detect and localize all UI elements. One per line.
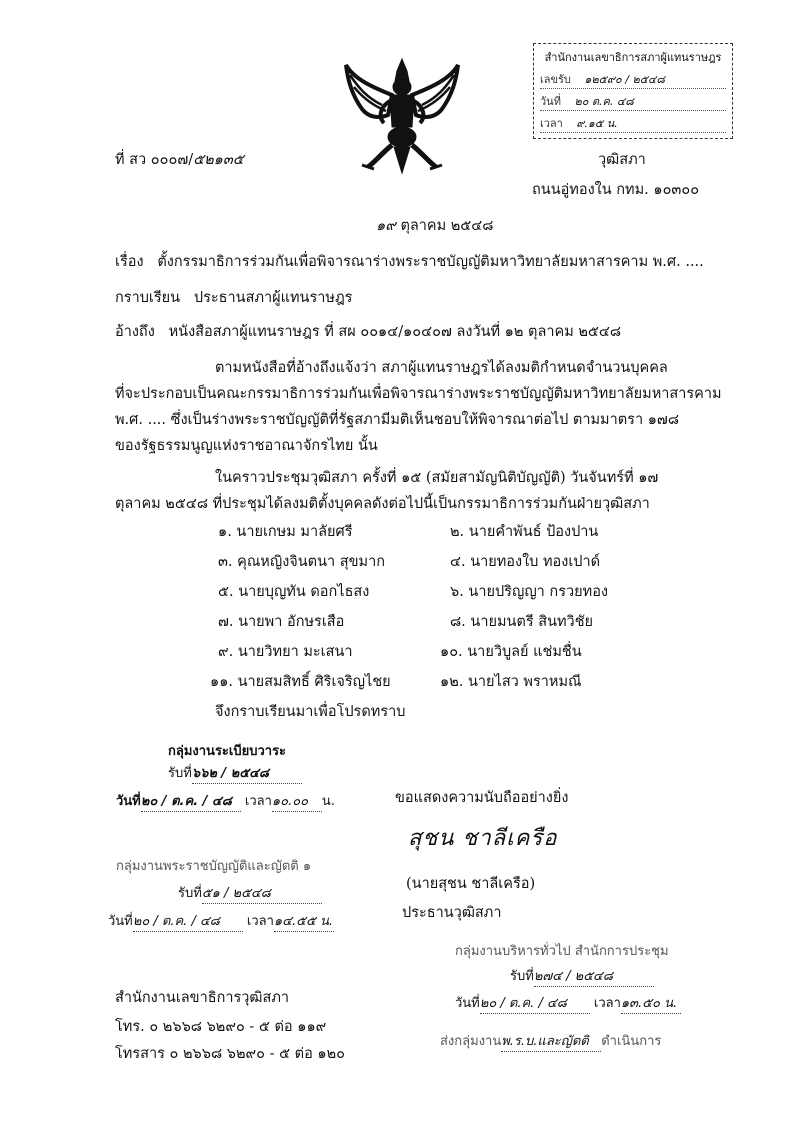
- list-item: ๖. นายปริญญา กรวยทอง: [450, 584, 608, 600]
- admin-stamp-recv-label: รับที่: [510, 969, 534, 984]
- signature-handwritten: สุชน ชาลีเครือ: [408, 826, 558, 851]
- sender-name: วุฒิสภา: [598, 152, 646, 168]
- signer-name: (นายสุชน ชาลีเครือ): [406, 876, 536, 892]
- receipt-stamp-date-label: วันที่: [540, 95, 561, 108]
- admin-stamp-recv: [510, 965, 654, 987]
- reference-label: อ้างถึง: [115, 324, 155, 340]
- receipt-stamp-date-value: ๒๐ ต.ค. ๔๘: [574, 95, 634, 108]
- subject-text: ตั้งกรรมาธิการร่วมกันเพื่อพิจารณาร่างพระราชบัญญัติมหาวิทยาลัยมหาสารคาม พ.ศ. ....: [157, 254, 704, 270]
- sender-address: ถนนอู่ทองใน กทม. ๑๐๓๐๐: [532, 182, 700, 198]
- list-item: ๑๑. นายสมสิทธิ์ ศิริเจริญไชย: [210, 674, 391, 690]
- legislation-stamp-recv-value: ๕๑ / ๒๕๔๘: [202, 882, 322, 904]
- addressee-label: กราบเรียน: [115, 290, 181, 306]
- legislation-stamp-datetime: [108, 910, 334, 932]
- registry-stamp-datetime: [116, 790, 335, 812]
- addressee-text: ประธานสภาผู้แทนราษฎร: [193, 290, 353, 306]
- paragraph-1-line-2: ที่จะประกอบเป็นคณะกรรมาธิการร่วมกันเพื่อพิจารณาร่างพระราชบัญญัติมหาวิทยาลัยมหาสารคาม: [115, 386, 722, 402]
- registry-stamp-time-value: ๑๐.๐๐: [272, 790, 322, 812]
- paragraph-1-line-1: ตามหนังสือที่อ้างถึงแจ้งว่า สภาผู้แทนราษฎรได้ลงมติกำหนดจำนวนบุคคล: [215, 360, 668, 376]
- closing-line: จึงกราบเรียนมาเพื่อโปรดทราบ: [215, 704, 406, 720]
- list-item: ๕. นายบุญทัน ดอกไธสง: [218, 584, 370, 600]
- paragraph-1-line-4: ของรัฐธรรมนูญแห่งราชอาณาจักรไทย นั้น: [115, 438, 378, 454]
- legislation-stamp-date-label: วันที่: [108, 914, 133, 929]
- admin-stamp-recv-value: ๒๗๔ / ๒๕๔๘: [534, 965, 654, 987]
- list-item: ๓. คุณหญิงจินตนา สุขมาก: [218, 554, 386, 570]
- paragraph-1-line-3: พ.ศ. .... ซึ่งเป็นร่างพระราชบัญญัติที่รัฐสภามีมติเห็นชอบให้พิจารณาต่อไป ตามมาตรา ๑๗๘: [115, 412, 679, 428]
- admin-stamp-forward-label: ส่งกลุ่มงาน: [440, 1034, 502, 1049]
- registry-stamp-title: กลุ่มงานระเบียบวาระ: [168, 744, 287, 759]
- list-item: ๘. นายมนตรี สินทวิชัย: [450, 614, 594, 630]
- signer-title: ประธานวุฒิสภา: [402, 905, 502, 921]
- registry-stamp-recv-label: รับที่: [168, 766, 192, 781]
- subject-line: [115, 252, 704, 272]
- list-item: ๔. นายทองใบ ทองเปาด์: [450, 554, 601, 570]
- footer-fax: โทรสาร ๐ ๒๖๖๘ ๖๒๙๐ - ๕ ต่อ ๑๒๐: [115, 1046, 346, 1062]
- admin-stamp-date-value: ๒๐ / ต.ค. / ๔๘: [480, 992, 590, 1014]
- subject-label: เรื่อง: [115, 254, 144, 270]
- regards-line: ขอแสดงความนับถืออย่างยิ่ง: [395, 790, 569, 806]
- list-item: ๑๐. นายวิบูลย์ แช่มชื่น: [440, 644, 582, 660]
- list-item: ๑. นายเกษม มาลัยศรี: [218, 524, 353, 540]
- receipt-stamp-no-value: ๑๒๕๙๐ / ๒๕๔๘: [584, 73, 665, 86]
- list-item: ๑๒. นายไสว พราหมณี: [440, 674, 582, 690]
- admin-stamp-datetime: [455, 992, 681, 1014]
- letter-date-month-year: ตุลาคม ๒๕๔๘: [400, 218, 494, 234]
- reference-number-handwritten: ๕๒๑๓๕: [193, 152, 244, 168]
- letter-date: [376, 216, 493, 236]
- reference-text: หนังสือสภาผู้แทนราษฎร ที่ สผ ๐๐๑๔/๑๐๔๐๗ ลงวันที่ ๑๒ ตุลาคม ๒๕๔๘: [168, 324, 622, 340]
- admin-stamp-date-label: วันที่: [455, 996, 480, 1011]
- legislation-stamp-recv: [178, 882, 322, 904]
- reference-number: [115, 150, 244, 170]
- legislation-stamp-title: กลุ่มงานพระราชบัญญัติและญัตติ ๑: [116, 859, 312, 874]
- registry-stamp-date-value: ๒๐ / ต.ค. / ๔๘: [141, 790, 241, 812]
- admin-stamp-forward-value: พ.ร.บ.และญัตติ: [501, 1030, 601, 1052]
- paragraph-2-line-1: ในคราวประชุมวุฒิสภา ครั้งที่ ๑๕ (สมัยสามัญนิติบัญญัติ) วันจันทร์ที่ ๑๗: [215, 470, 659, 486]
- registry-stamp-recv-value: ๖๖๒ / ๒๕๔๘: [192, 762, 302, 784]
- addressee-line: [115, 288, 352, 308]
- list-item: ๗. นายพา อักษรเสือ: [218, 614, 345, 630]
- admin-stamp-title: กลุ่มงานบริหารทั่วไป สำนักการประชุม: [455, 944, 669, 959]
- legislation-stamp-date-value: ๒๐ / ต.ค. / ๔๘: [133, 910, 243, 932]
- paragraph-2-line-2: ตุลาคม ๒๕๔๘ ที่ประชุมได้ลงมติตั้งบุคคลดังต่อไปนี้เป็นกรรมาธิการร่วมกันฝ่ายวุฒิสภา: [115, 496, 650, 512]
- receipt-stamp: [533, 43, 733, 139]
- list-item: ๒. นายคำพันธ์ ป้องปาน: [450, 524, 599, 540]
- list-item: ๙. นายวิทยา มะเสนา: [218, 644, 353, 660]
- registry-stamp-date-label: วันที่: [116, 794, 141, 809]
- registry-stamp-time-unit: น.: [321, 794, 335, 809]
- receipt-stamp-office: สำนักงานเลขาธิการสภาผู้แทนราษฎร: [544, 51, 722, 64]
- garuda-emblem-icon: [342, 57, 462, 175]
- reference-number-printed: ที่ สว ๐๐๐๗/: [115, 152, 194, 168]
- footer-tel: โทร. ๐ ๒๖๖๘ ๖๒๙๐ - ๕ ต่อ ๑๑๙: [115, 1019, 327, 1035]
- legislation-stamp-time-label: เวลา: [246, 914, 274, 929]
- registry-stamp-time-label: เวลา: [244, 794, 272, 809]
- letter-date-day: ๑๙: [376, 218, 396, 234]
- receipt-stamp-time-label: เวลา: [540, 117, 563, 130]
- receipt-stamp-no-label: เลขรับ: [540, 73, 571, 86]
- admin-stamp-time-value: ๑๓.๕๐ น.: [621, 992, 681, 1014]
- legislation-stamp-recv-label: รับที่: [178, 886, 202, 901]
- receipt-stamp-time-value: ๙.๑๕ น.: [576, 117, 618, 130]
- admin-stamp-forward-tail: ดำเนินการ: [601, 1034, 662, 1049]
- admin-stamp-time-label: เวลา: [593, 996, 621, 1011]
- admin-stamp-forward: [440, 1030, 661, 1052]
- legislation-stamp-time-value: ๑๔.๕๕ น.: [274, 910, 334, 932]
- footer-office: สำนักงานเลขาธิการวุฒิสภา: [115, 990, 290, 1006]
- registry-stamp-recv: [168, 762, 302, 784]
- reference-line: [115, 322, 621, 342]
